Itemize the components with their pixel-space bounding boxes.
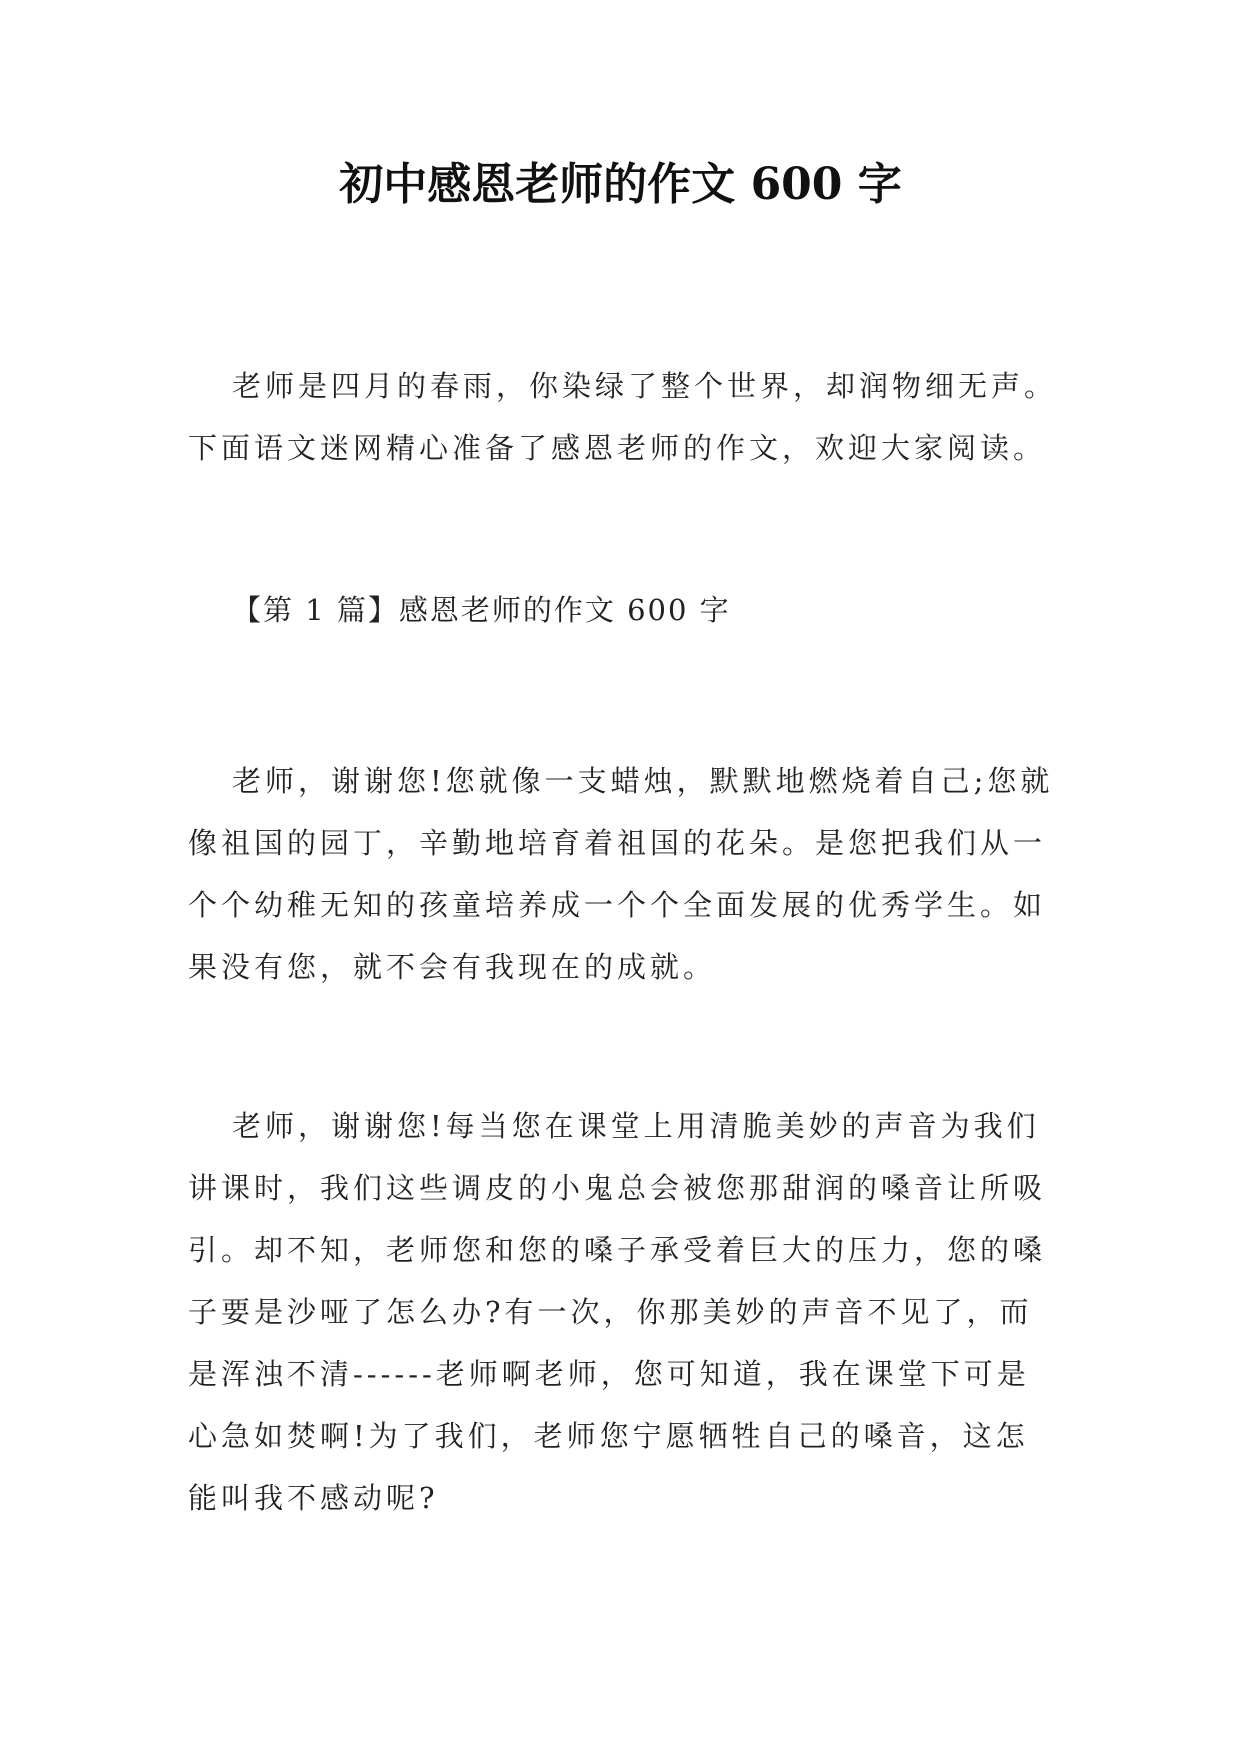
paragraph-line: 子要是沙哑了怎么办?有一次，你那美妙的声音不见了，而 (188, 1295, 1033, 1329)
section-heading: 【第 1 篇】感恩老师的作文 600 字 (232, 593, 731, 627)
body-paragraph-1 (188, 750, 1068, 998)
paragraph-line: 果没有您，就不会有我现在的成就。 (188, 950, 717, 984)
paragraph-line: 个个幼稚无知的孩童培养成一个个全面发展的优秀学生。如 (188, 888, 1047, 922)
intro-paragraph (188, 355, 1068, 479)
intro-line: 老师是四月的春雨，你染绿了整个世界，却润物细无声。 (232, 369, 1058, 403)
paragraph-line: 老师，谢谢您!您就像一支蜡烛，默默地燃烧着自己;您就 (232, 764, 1054, 798)
body-paragraph-2 (188, 1095, 1068, 1529)
paragraph-line: 讲课时，我们这些调皮的小鬼总会被您那甜润的嗓音让所吸 (188, 1171, 1047, 1205)
paragraph-line: 是浑浊不清------老师啊老师，您可知道，我在课堂下可是 (188, 1357, 1030, 1391)
page-title: 初中感恩老师的作文 600 字 (339, 159, 902, 210)
paragraph-line: 能叫我不感动呢? (188, 1481, 439, 1515)
intro-line: 下面语文迷网精心准备了感恩老师的作文，欢迎大家阅读。 (188, 431, 1047, 465)
paragraph-line: 引。却不知，老师您和您的嗓子承受着巨大的压力，您的嗓 (188, 1233, 1047, 1267)
paragraph-line: 像祖国的园丁，辛勤地培育着祖国的花朵。是您把我们从一 (188, 826, 1047, 860)
paragraph-line: 老师，谢谢您!每当您在课堂上用清脆美妙的声音为我们 (232, 1109, 1040, 1143)
paragraph-line: 心急如焚啊!为了我们，老师您宁愿牺牲自己的嗓音，这怎 (188, 1419, 1029, 1453)
